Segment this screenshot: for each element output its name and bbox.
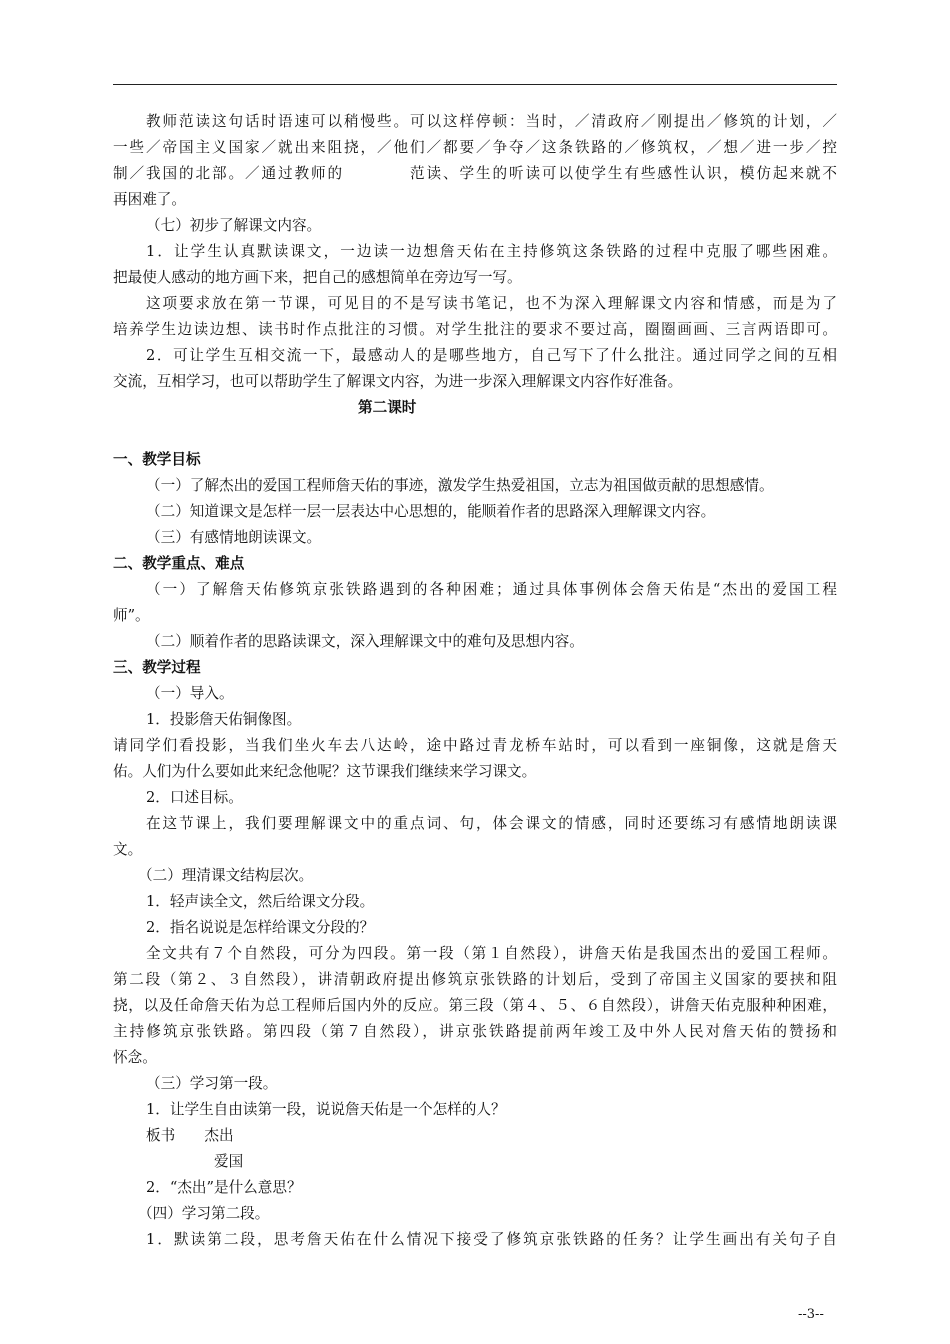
text-line: （一）了解杰出的爱国工程师詹天佑的事迹，激发学生热爱祖国，立志为祖国做贡献的思想感情。 [146,477,774,494]
section-heading: 三、教学过程 [113,659,201,676]
text-line: 全文共有７个自然段，可分为四段。第一段（第１自然段），讲詹天佑是我国杰出的爱国工程师。 [146,945,837,962]
text-line: 2．指名说说是怎样给课文分段的？ [146,919,375,936]
text-line: 1．让学生自由读第一段，说说詹天佑是一个怎样的人？ [146,1101,506,1118]
text-line: 挠，以及任命詹天佑为总工程师后国内外的反应。第三段（第４、５、６自然段），讲詹天佑克服种种困难， [113,997,837,1014]
text-line: 2．“杰出”是什么意思？ [146,1179,302,1196]
text-line: 请同学们看投影，当我们坐火车去八达岭，途中路过青龙桥车站时，可以看到一座铜像，这就是詹天 [113,737,837,754]
text-line: 爱国 [214,1153,244,1170]
text-line: 师”。 [113,607,150,624]
text-line: （七）初步了解课文内容。 [146,217,322,234]
section-heading: 一、教学目标 [113,451,201,468]
text-line: 1．轻声读全文，然后给课文分段。 [146,893,375,910]
text-line: 第二段（第２、３自然段），讲清朝政府提出修筑京张铁路的计划后，受到了帝国主义国家的要挟和阻 [113,971,837,988]
text-line: 1．默读第二段，思考詹天佑在什么情况下接受了修筑京张铁路的任务？让学生画出有关句子自 [146,1231,837,1248]
text-line: （一）导入。 [146,685,234,702]
text-line: 再困难了。 [113,191,186,208]
text-line: （三）有感情地朗读课文。 [146,529,322,546]
text-line: （三）学习第一段。 [146,1075,278,1092]
text-line: 怀念。 [113,1049,157,1066]
text-line: 这项要求放在第一节课，可见目的不是写读书笔记，也不为深入理解课文内容和情感，而是为了 [146,295,837,312]
text-line: 2．可让学生互相交流一下，最感动人的是哪些地方，自己写下了什么批注。通过同学之间的互相 [146,347,837,364]
text-line: 2．口述目标。 [146,789,243,806]
text-line: 把最使人感动的地方画下来，把自己的感想简单在旁边写一写。 [113,269,522,286]
text-line: 1．投影詹天佑铜像图。 [146,711,302,728]
text-line: 教师范读这句话时语速可以稍慢些。可以这样停顿：当时，／清政府／刚提出／修筑的计划，／ [146,113,837,130]
page-number: --3-- [798,1307,824,1322]
text-line: 培养学生边读边想、读书时作点批注的习惯。对学生批注的要求不要过高，圈圈画画、三言两语即可。 [113,321,837,338]
text-line: 1．让学生认真默读课文，一边读一边想詹天佑在主持修筑这条铁路的过程中克服了哪些困难。 [146,243,837,260]
text-line: 主持修筑京张铁路。第四段（第７自然段），讲京张铁路提前两年竣工及中外人民对詹天佑的赞扬和 [113,1023,837,1040]
text-line: 制／我国的北部。／通过教师的 范读、学生的听读可以使学生有些感性认识，模仿起来就不 [113,165,837,182]
text-line: （一）了解詹天佑修筑京张铁路遇到的各种困难；通过具体事例体会詹天佑是“杰出的爱国工程 [146,581,837,598]
text-line: 一些／帝国主义国家／就出来阻挠，／他们／都要／争夺／这条铁路的／修筑权，／想／进一步／控 [113,139,837,156]
section-heading: 二、教学重点、难点 [113,555,245,572]
text-line: 板书 杰出 [146,1127,234,1144]
text-line: （二）顺着作者的思路读课文，深入理解课文中的难句及思想内容。 [146,633,584,650]
text-line: （四）学习第二段。 [138,1205,270,1222]
text-line: 在这节课上，我们要理解课文中的重点词、句，体会课文的情感，同时还要练习有感情地朗读课 [146,815,837,832]
text-line: 佑。人们为什么要如此来纪念他呢？这节课我们继续来学习课文。 [113,763,537,780]
header-rule [113,84,837,85]
text-line: 文。 [113,841,143,858]
section-heading: 第二课时 [358,399,417,416]
text-line: 交流，互相学习，也可以帮助学生了解课文内容，为进一步深入理解课文内容作好准备。 [113,373,683,390]
text-line: （二）知道课文是怎样一层一层表达中心思想的，能顺着作者的思路深入理解课文内容。 [146,503,716,520]
text-line: （二）理清课文结构层次。 [138,867,314,884]
